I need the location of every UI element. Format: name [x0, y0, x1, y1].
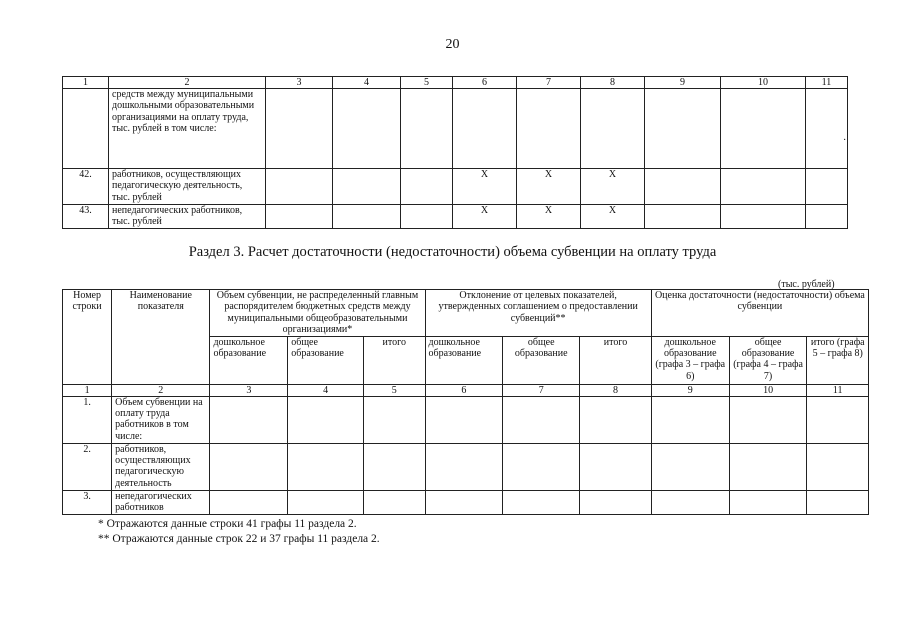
units-label: (тыс. рублей) [778, 279, 835, 290]
row-label: непедагогических работников, тыс. рублей [109, 205, 266, 229]
subheader-general: общее образование [503, 336, 580, 384]
table-cell [651, 396, 729, 443]
stray-mark: · [843, 135, 847, 146]
col-number: 7 [503, 384, 580, 396]
table-cell [266, 89, 333, 169]
table-row [63, 490, 869, 514]
column-number-row [63, 384, 869, 396]
table-cell [651, 443, 729, 490]
table-cell [266, 205, 333, 229]
section-title: Раздел 3. Расчет достаточности (недостаточности) объема субвенции на оплату труда [188, 244, 717, 260]
row-number: 43. [63, 205, 109, 229]
table-cell [333, 89, 401, 169]
subheader-total-calc: итого (графа 5 – графа 8) [807, 336, 869, 384]
row-number: 42. [63, 169, 109, 205]
table-cell [364, 396, 425, 443]
header-row-number: Номер строки [63, 290, 112, 385]
subheader-general: общее образование [288, 336, 364, 384]
table-cell [333, 205, 401, 229]
table-cell [401, 169, 453, 205]
col-number: 9 [651, 384, 729, 396]
table-cell [288, 443, 364, 490]
subheader-general-calc: общее образование (графа 4 – графа 7) [729, 336, 807, 384]
row-label: непедагогических работников [112, 490, 210, 514]
header-indicator: Наименование показателя [112, 290, 210, 385]
col-number: 5 [364, 384, 425, 396]
subheader-total: итого [364, 336, 425, 384]
table-cell [580, 490, 652, 514]
table-cell [580, 443, 652, 490]
table-row [63, 443, 869, 490]
col-number: 1 [63, 77, 109, 89]
row-number: 2. [63, 443, 112, 490]
row-number: 3. [63, 490, 112, 514]
subheader-preschool: дошкольное образование [210, 336, 288, 384]
table-cell [364, 443, 425, 490]
table-cell [503, 396, 580, 443]
table-cell [425, 490, 503, 514]
table-cell [645, 89, 721, 169]
col-number: 6 [425, 384, 503, 396]
col-number: 8 [581, 77, 645, 89]
subheader-total: итого [580, 336, 652, 384]
table-cell [581, 89, 645, 169]
row-label: Объем субвенции на оплату труда работников в том числе: [112, 396, 210, 443]
header-row [63, 290, 869, 337]
table-cell [807, 490, 869, 514]
table-cell [288, 396, 364, 443]
section-3-table [62, 289, 869, 515]
table-cell [721, 169, 806, 205]
table-cell [503, 490, 580, 514]
table-cell [645, 169, 721, 205]
col-number: 10 [729, 384, 807, 396]
col-number: 2 [109, 77, 266, 89]
table-cell [721, 89, 806, 169]
table-cell: X [453, 169, 517, 205]
table-cell [645, 205, 721, 229]
table-cell [210, 490, 288, 514]
table-cell: X [517, 205, 581, 229]
row-label: средств между муниципальными дошкольными образовательными организациями на оплату труда, тыс. рублей в том числе: [109, 89, 266, 169]
table-cell [210, 443, 288, 490]
footnote-1: * Отражаются данные строки 41 графы 11 раздела 2. [98, 518, 357, 530]
table-cell [401, 89, 453, 169]
table-cell [651, 490, 729, 514]
table-cell [425, 396, 503, 443]
col-number: 4 [333, 77, 401, 89]
col-number: 8 [580, 384, 652, 396]
col-number: 11 [807, 384, 869, 396]
row-label: работников, осуществляющих педагогическую деятельность [112, 443, 210, 490]
col-number: 7 [517, 77, 581, 89]
table-row [63, 169, 848, 205]
table-row [63, 396, 869, 443]
table-cell [806, 169, 848, 205]
column-number-row [63, 77, 848, 89]
col-number: 10 [721, 77, 806, 89]
table-cell: X [581, 169, 645, 205]
table-cell [503, 443, 580, 490]
table-cell [721, 205, 806, 229]
table-cell: X [581, 205, 645, 229]
table-cell [210, 396, 288, 443]
table-cell [729, 443, 807, 490]
table-row [63, 89, 848, 169]
subheader-preschool-calc: дошкольное образование (графа 3 – графа 6) [651, 336, 729, 384]
col-number: 5 [401, 77, 453, 89]
header-undistributed: Объем субвенции, не распределенный главным распорядителем бюджетных средств между муниципальными общеобразовательными организациями* [210, 290, 425, 337]
table-cell [517, 89, 581, 169]
row-number [63, 89, 109, 169]
table-cell: X [517, 169, 581, 205]
table-cell [729, 490, 807, 514]
table-cell [401, 205, 453, 229]
table-cell [807, 443, 869, 490]
table-cell [288, 490, 364, 514]
subheader-preschool: дошкольное образование [425, 336, 503, 384]
footnote-2: ** Отражаются данные строк 22 и 37 графы 11 раздела 2. [98, 533, 380, 545]
col-number: 3 [210, 384, 288, 396]
table-cell [333, 169, 401, 205]
header-sufficiency: Оценка достаточности (недостаточности) объема субвенции [651, 290, 868, 337]
table-cell [807, 396, 869, 443]
col-number: 11 [806, 77, 848, 89]
header-deviation: Отклонение от целевых показателей, утвержденных соглашением о предоставлении субвенций** [425, 290, 651, 337]
row-number: 1. [63, 396, 112, 443]
table-cell [806, 205, 848, 229]
table-cell [425, 443, 503, 490]
continuation-table [62, 76, 848, 229]
col-number: 2 [112, 384, 210, 396]
col-number: 4 [288, 384, 364, 396]
table-cell [453, 89, 517, 169]
col-number: 9 [645, 77, 721, 89]
table-cell [364, 490, 425, 514]
row-label: работников, осуществляющих педагогическую деятельность, тыс. рублей [109, 169, 266, 205]
table-cell [580, 396, 652, 443]
col-number: 3 [266, 77, 333, 89]
table-cell: X [453, 205, 517, 229]
table-row [63, 205, 848, 229]
table-cell [266, 169, 333, 205]
col-number: 1 [63, 384, 112, 396]
table-cell [806, 89, 848, 169]
page-number: 20 [445, 37, 460, 52]
table-cell [729, 396, 807, 443]
col-number: 6 [453, 77, 517, 89]
